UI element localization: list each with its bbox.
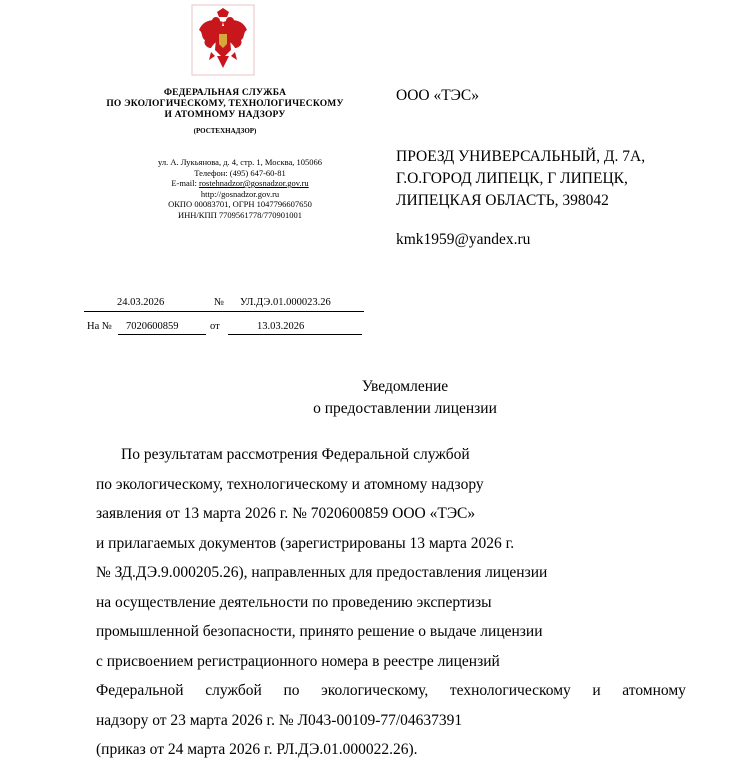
coat-of-arms-emblem (191, 4, 255, 76)
body-paragraph (96, 440, 686, 765)
body-line: с присвоением регистрационного номера в реестре лицензий (96, 652, 500, 670)
reg-underline (84, 311, 364, 312)
body-line: и прилагаемых документов (зарегистрированы 13 марта 2026 г. (96, 534, 515, 552)
agency-codes: ОКПО 00083701, ОГРН 1047796607650 (168, 199, 312, 209)
agency-phone: Телефон: (495) 647-60-81 (194, 167, 286, 178)
outgoing-number: УЛ.ДЭ.01.000023.26 (240, 297, 331, 308)
agency-website[interactable]: http://gosnadzor.gov.ru (200, 188, 280, 199)
body-line-justified (96, 676, 686, 706)
recipient-address-line: ПРОЕЗД УНИВЕРСАЛЬНЫЙ, Д. 7А, (396, 148, 646, 165)
body-word: службой (205, 682, 262, 699)
body-line: № ЗД.ДЭ.9.000205.26), направленных для предоставления лицензии (96, 564, 548, 581)
title-line: Уведомление (361, 378, 449, 395)
body-word: и (592, 682, 601, 699)
document-title (260, 376, 550, 420)
body-word: Федеральной (96, 682, 184, 699)
recipient-email[interactable]: kmk1959@yandex.ru (396, 231, 531, 248)
agency-contacts (100, 157, 380, 220)
ref-number: 7020600859 (126, 321, 179, 332)
body-line: на осуществление деятельности по проведению экспертизы (96, 593, 492, 611)
agency-email-link[interactable]: rostehnadzor@gosnadzor.gov.ru (198, 178, 309, 188)
body-word: по (283, 682, 300, 699)
ref-number-underline (118, 334, 206, 335)
body-line: (приказ от 24 марта 2026 г. РЛ.ДЭ.01.000022.26). (96, 741, 418, 758)
body-line: промышленной безопасности, принято решение о выдаче лицензии (96, 623, 543, 640)
agency-email-line (100, 178, 380, 189)
body-line: надзору от 23 марта 2026 г. № Л043-00109-77/04637391 (96, 711, 463, 729)
ref-date: 13.03.2026 (257, 321, 305, 332)
recipient-address (396, 146, 716, 212)
agency-line: ПО ЭКОЛОГИЧЕСКОМУ, ТЕХНОЛОГИЧЕСКОМУ (106, 99, 344, 109)
body-word: технологическому (449, 682, 571, 699)
recipient-address-line: ЛИПЕЦКАЯ ОБЛАСТЬ, 398042 (396, 192, 609, 209)
outgoing-date: 24.03.2026 (117, 297, 165, 308)
body-word: атомному (622, 682, 686, 699)
ref-date-underline (228, 334, 362, 335)
agency-name (80, 88, 370, 121)
title-line: о предоставлении лицензии (313, 400, 497, 417)
agency-line: И АТОМНОМУ НАДЗОРУ (164, 110, 286, 120)
number-label: № (214, 297, 225, 308)
email-label: E-mail: (171, 178, 199, 188)
body-line: заявления от 13 марта 2026 г. № 7020600859 ООО «ТЭС» (96, 505, 476, 522)
body-line: По результатам рассмотрения Федеральной службой (121, 446, 470, 463)
body-word: экологическому, (321, 682, 429, 699)
recipient-name: ООО «ТЭС» (396, 87, 479, 104)
ref-from-label: от (210, 321, 220, 332)
body-line: по экологическому, технологическому и атомному надзору (96, 475, 484, 493)
agency-line: ФЕДЕРАЛЬНАЯ СЛУЖБА (163, 88, 287, 98)
ref-label: На № (87, 321, 112, 332)
agency-codes: ИНН/КПП 7709561778/770901001 (178, 209, 302, 220)
agency-abbreviation: (РОСТЕХНАДЗОР) (193, 127, 257, 135)
recipient-address-line: Г.О.ГОРОД ЛИПЕЦК, Г ЛИПЕЦК, (396, 170, 628, 187)
agency-address: ул. А. Лукьянова, д. 4, стр. 1, Москва, 105066 (158, 157, 322, 167)
